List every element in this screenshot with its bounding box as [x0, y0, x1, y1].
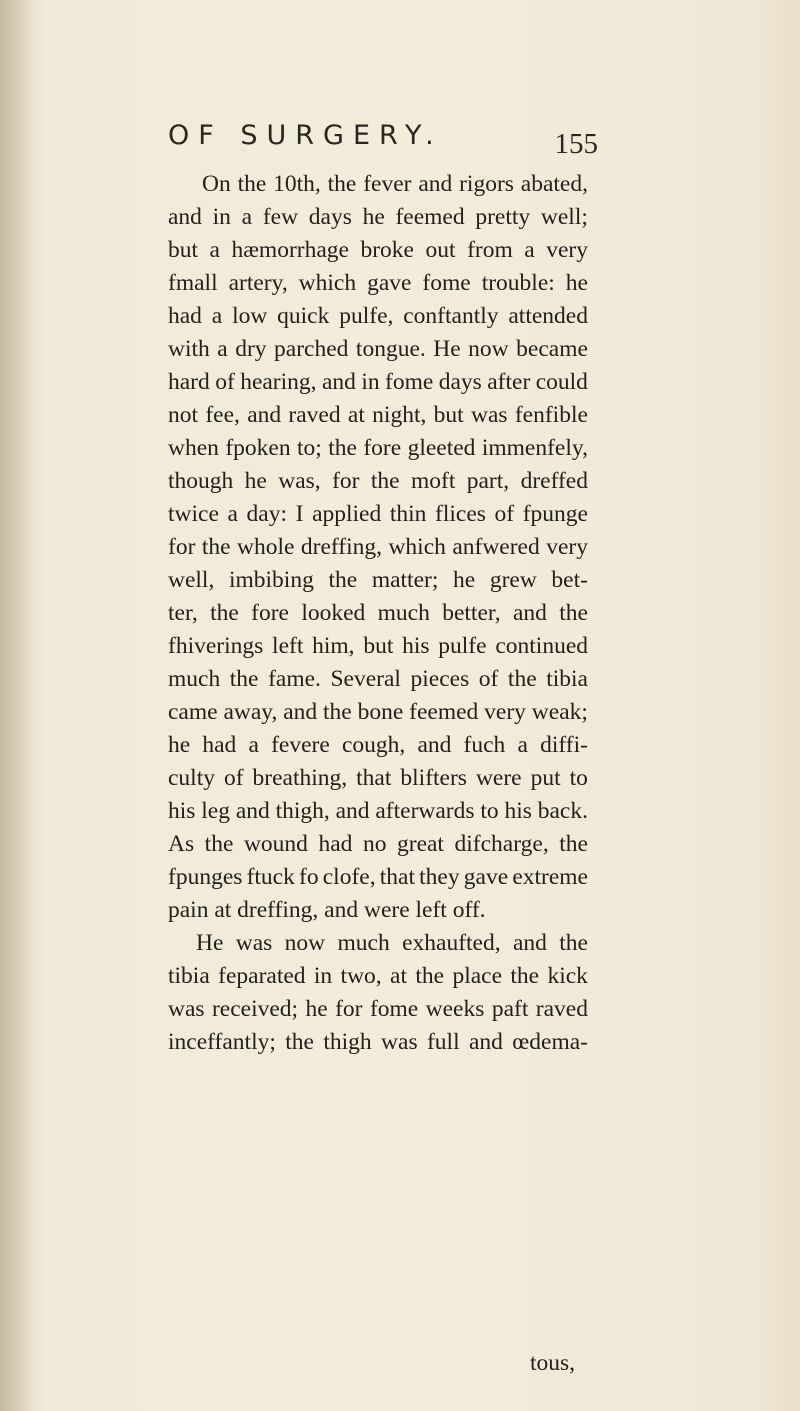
text-line: culty of breathing, that blifters were put to — [168, 765, 588, 791]
text-line: On the 10th, the fever and rigors abated, — [202, 171, 588, 197]
text-line: twice a day: I applied thin flices of fpunge — [168, 501, 588, 527]
text-line: for the whole dreffing, which anfwered very — [168, 534, 588, 560]
text-line: though he was, for the moft part, dreffed — [168, 468, 588, 494]
text-line: He was now much exhaufted, and the — [196, 930, 588, 956]
running-title: OF SURGERY. — [168, 120, 443, 151]
text-line: was received; he for fome weeks paft raved — [168, 996, 588, 1022]
text-line: not fee, and raved at night, but was fenfible — [168, 402, 588, 428]
text-line: when fpoken to; the fore gleeted immenfely, — [168, 435, 588, 461]
text-line: but a hæmorrhage broke out from a very — [168, 237, 588, 263]
text-line: As the wound had no great difcharge, the — [168, 831, 588, 857]
page-header — [168, 116, 598, 166]
text-line: fmall artery, which gave fome trouble: he — [168, 270, 588, 296]
catchword: tous, — [530, 1350, 576, 1376]
page-number: 155 — [554, 128, 598, 160]
text-line: hard of hearing, and in fome days after could — [168, 369, 588, 395]
text-line: inceffantly; the thigh was full and œdema- — [168, 1029, 588, 1055]
text-line: his leg and thigh, and afterwards to his back. — [168, 798, 588, 824]
text-line: and in a few days he feemed pretty well; — [168, 204, 588, 230]
text-line: he had a fevere cough, and fuch a diffi- — [168, 732, 588, 758]
text-line: had a low quick pulfe, conftantly attended — [168, 303, 588, 329]
text-line: well, imbibing the matter; he grew bet- — [168, 567, 588, 593]
body-text — [168, 168, 588, 1059]
text-line: tibia feparated in two, at the place the kick — [168, 963, 588, 989]
text-line: much the fame. Several pieces of the tibia — [168, 666, 588, 692]
text-line: ter, the fore looked much better, and the — [168, 600, 588, 626]
text-line: fpunges ftuck fo clofe, that they gave extreme — [168, 864, 588, 890]
page-gutter-shadow — [0, 0, 36, 1411]
text-line: with a dry parched tongue. He now became — [168, 336, 588, 362]
text-line: pain at dreffing, and were left off. — [168, 897, 486, 923]
text-line: fhiverings left him, but his pulfe continued — [168, 633, 588, 659]
text-line: came away, and the bone feemed very weak; — [168, 699, 588, 725]
